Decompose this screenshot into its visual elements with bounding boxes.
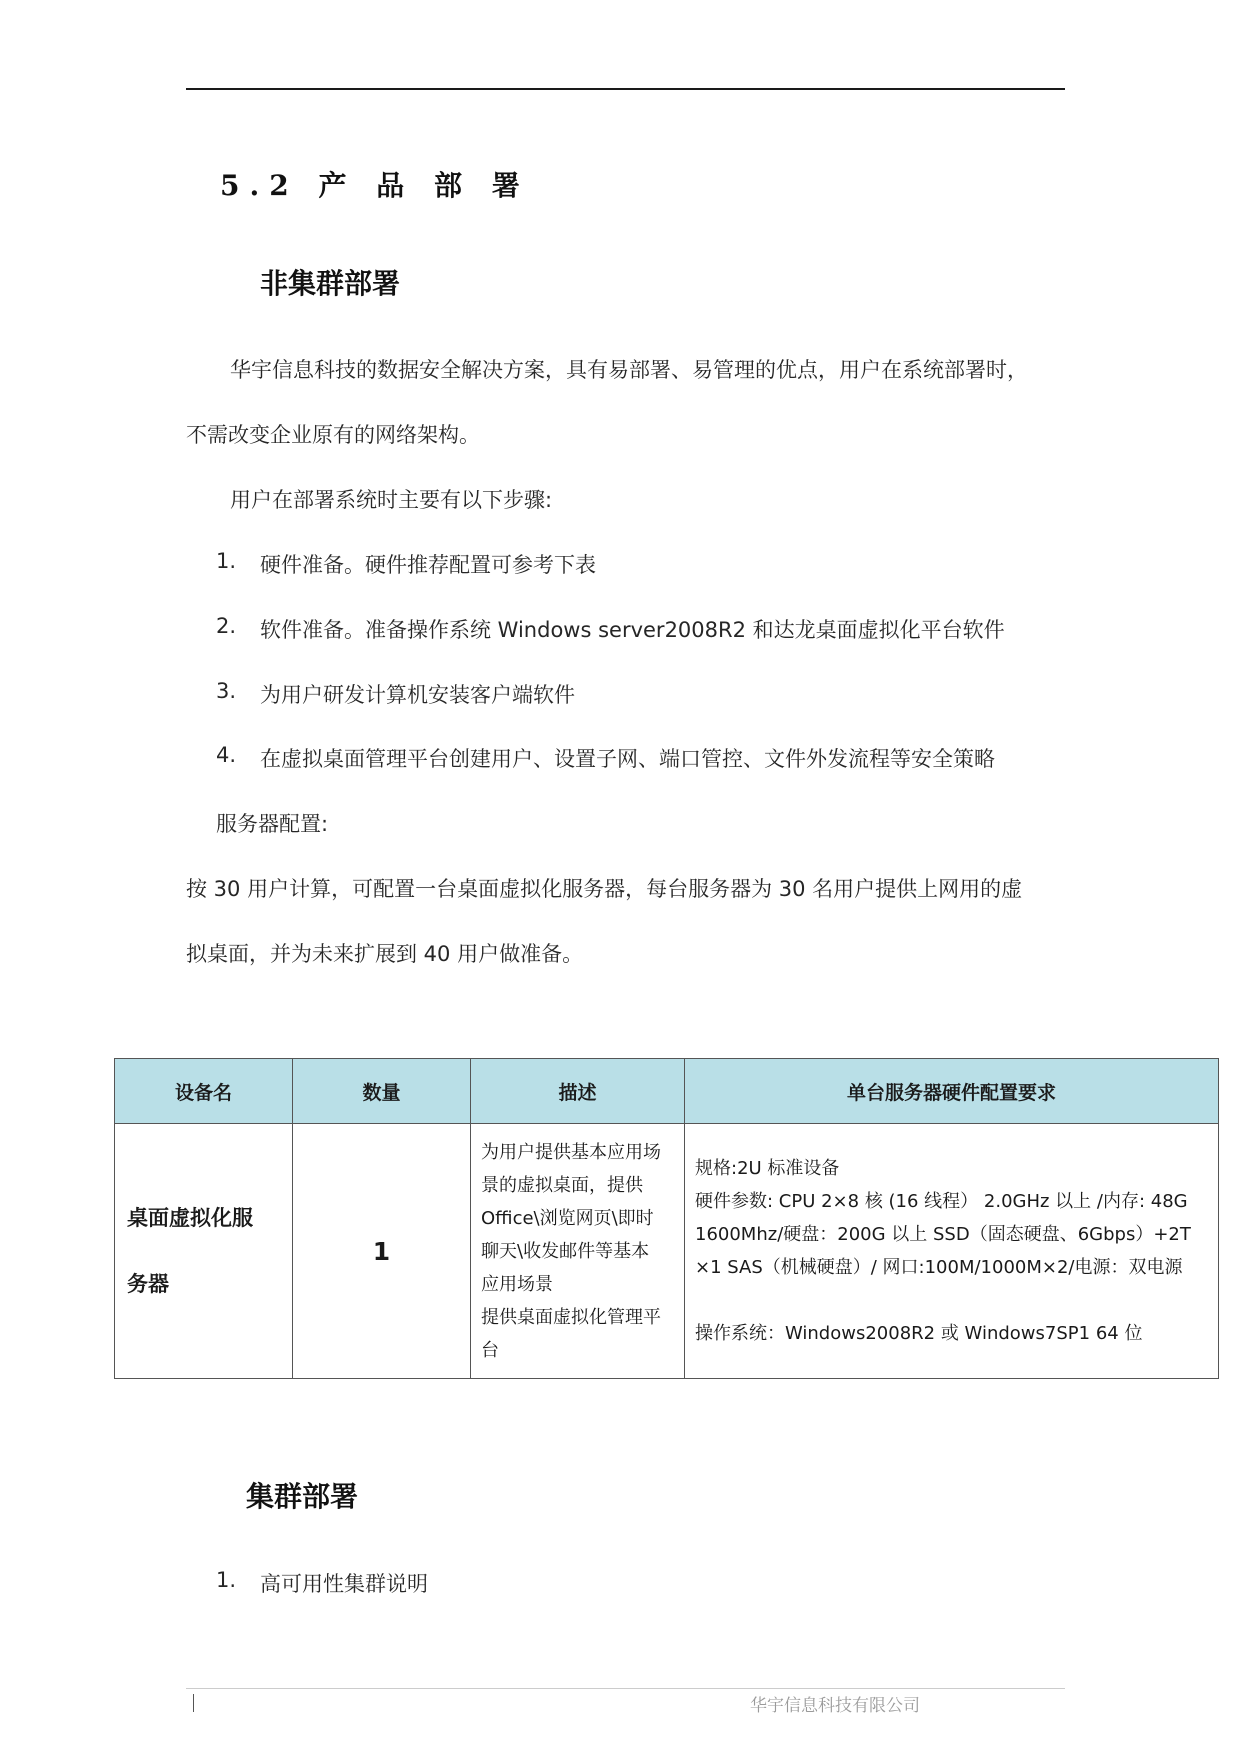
description-line: 景的虚拟桌面，提供: [481, 1174, 643, 1196]
step-text: 软件准备。准备操作系统 Windows server2008R2 和达龙桌面虚拟化平台软件: [260, 618, 1005, 642]
step-text: 硬件准备。硬件推荐配置可参考下表: [260, 553, 596, 577]
requirement-line: 规格:2U 标准设备: [695, 1158, 840, 1179]
step-number: 2.: [216, 614, 237, 638]
requirement-line: ×1 SAS（机械硬盘）/ 网口:100M/1000M×2/电源：双电源: [695, 1257, 1183, 1278]
step-number: 3.: [216, 679, 237, 703]
quantity-cell: 1: [293, 1124, 471, 1379]
section-title: 5.2 产 品 部 署: [220, 169, 530, 202]
cluster-heading: 集群部署: [246, 1480, 359, 1513]
device-name-cell: [115, 1124, 293, 1379]
intro-paragraph-line-1: 华宇信息科技的数据安全解决方案，具有易部署、易管理的优点，用户在系统部署时，: [230, 358, 1028, 382]
requirement-line: 硬件参数: CPU 2×8 核 (16 线程） 2.0GHz 以上 /内存: 48G: [695, 1191, 1188, 1212]
requirement-line: 1600Mhz/硬盘：200G 以上 SSD（固态硬盘、6Gbps）+2T: [695, 1224, 1191, 1245]
hardware-spec-table: [114, 1058, 1219, 1379]
description-line: 应用场景: [481, 1273, 553, 1295]
table-header-description: 描述: [471, 1059, 685, 1124]
device-name-line: 务器: [127, 1272, 169, 1296]
description-line: 为用户提供基本应用场: [481, 1141, 661, 1163]
step-text: 为用户研发计算机安装客户端软件: [260, 683, 575, 707]
description-line: 台: [481, 1339, 499, 1361]
config-paragraph-line-1: 按 30 用户计算，可配置一台桌面虚拟化服务器，每台服务器为 30 名用户提供上网用的虚: [186, 877, 1023, 901]
steps-intro: 用户在部署系统时主要有以下步骤:: [230, 488, 553, 512]
non-cluster-heading: 非集群部署: [260, 267, 401, 300]
table-header-quantity: 数量: [293, 1059, 471, 1124]
table-header-requirements: 单台服务器硬件配置要求: [685, 1059, 1219, 1124]
cluster-item-number: 1.: [216, 1568, 237, 1592]
table-row: [115, 1124, 1219, 1379]
device-name-line: 桌面虚拟化服: [127, 1206, 253, 1230]
footer-company-name: 华宇信息科技有限公司: [750, 1696, 920, 1716]
description-cell: [471, 1124, 685, 1379]
description-line: 提供桌面虚拟化管理平: [481, 1306, 661, 1328]
intro-paragraph-line-2: 不需改变企业原有的网络架构。: [186, 423, 480, 447]
os-requirement-line: 操作系统：Windows2008R2 或 Windows7SP1 64 位: [695, 1323, 1143, 1344]
description-line: 聊天\收发邮件等基本: [481, 1240, 650, 1262]
server-config-label: 服务器配置:: [216, 812, 329, 836]
step-number: 4.: [216, 743, 237, 767]
step-number: 1.: [216, 549, 237, 573]
table-header-device-name: 设备名: [115, 1059, 293, 1124]
header-rule: [186, 88, 1065, 90]
description-line: Office\浏览网页\即时: [481, 1207, 654, 1229]
cluster-item-text: 高可用性集群说明: [260, 1572, 428, 1596]
footer-rule: [186, 1688, 1065, 1689]
requirement-spacer: [695, 1284, 1208, 1317]
table-header-row: [115, 1059, 1219, 1124]
step-text: 在虚拟桌面管理平台创建用户、设置子网、端口管控、文件外发流程等安全策略: [260, 747, 995, 771]
footer-separator: [193, 1694, 194, 1712]
requirements-cell: [685, 1124, 1219, 1379]
config-paragraph-line-2: 拟桌面，并为未来扩展到 40 用户做准备。: [186, 942, 584, 966]
